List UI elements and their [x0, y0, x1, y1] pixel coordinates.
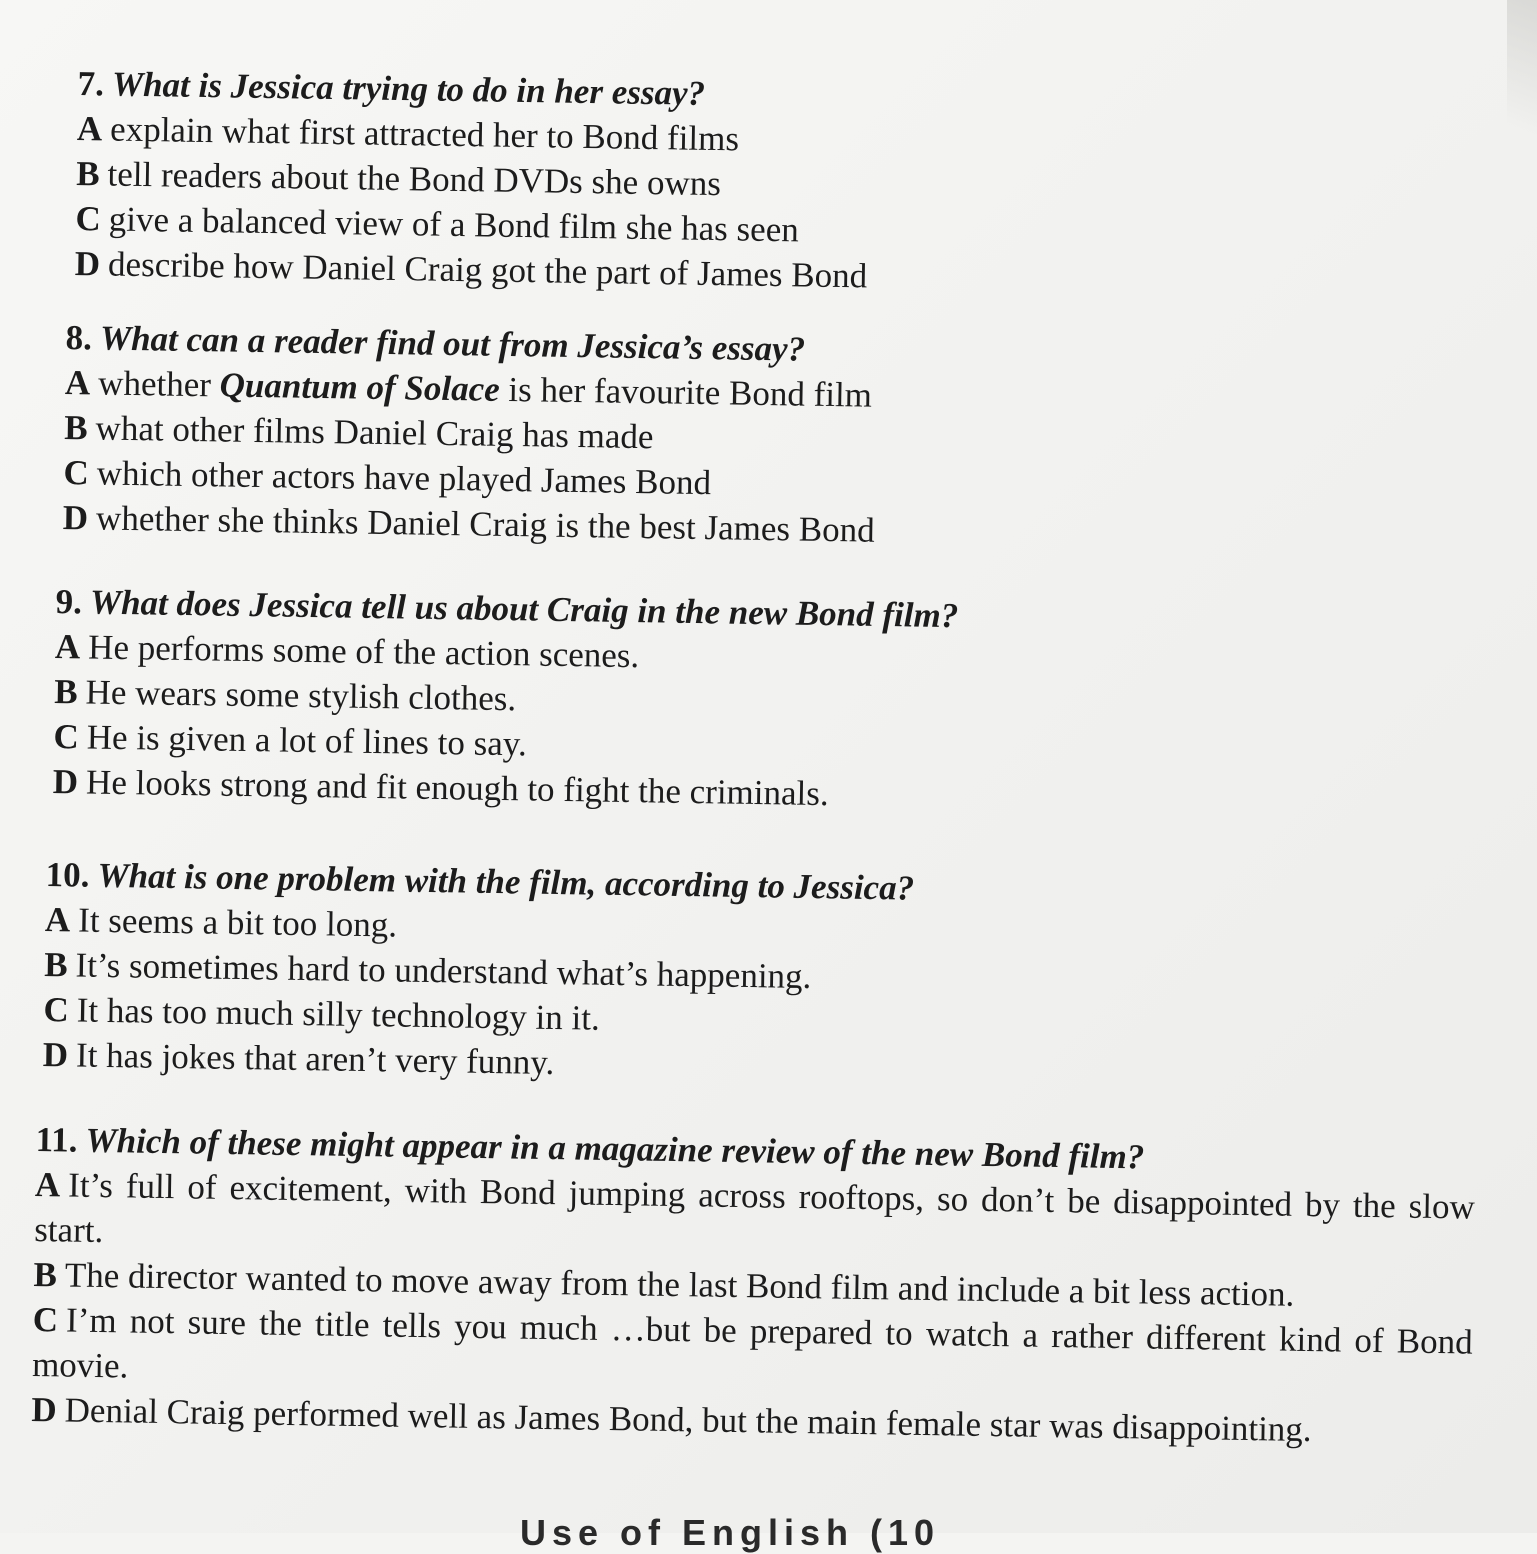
option-letter: C [53, 716, 80, 757]
option-letter: D [31, 1389, 58, 1430]
option-text: give a balanced view of a Bond film she has seen [108, 199, 800, 250]
question-9 [52, 580, 1535, 827]
option-letter: A [64, 362, 91, 403]
option-letter: D [74, 243, 101, 284]
option-text: It seems a bit too long. [77, 900, 398, 945]
question-number: 11. [35, 1119, 78, 1160]
option-text: He looks strong and fit enough to fight the criminals. [85, 762, 829, 814]
option-text: Denial Craig performed well as James Bond, but the main female star was disappointing. [64, 1390, 1312, 1450]
option-text: I’m not sure the title tells you much …but be prepared to watch a rather different kind of Bond movie. [31, 1300, 1473, 1386]
option-text: It has jokes that aren’t very funny. [75, 1035, 555, 1083]
option-letter: D [62, 497, 89, 538]
question-text: What is Jessica trying to do in her essay? [111, 64, 706, 113]
option-letter: C [43, 989, 70, 1030]
question-number: 8. [65, 317, 93, 358]
option-text: explain what first attracted her to Bond films [109, 109, 740, 159]
option-letter: D [52, 761, 79, 802]
option-text: describe how Daniel Craig got the part of James Bond [107, 244, 868, 296]
option-letter: B [43, 944, 68, 985]
option-text-after: is her favourite Bond film [508, 369, 873, 415]
option-letter: D [42, 1034, 69, 1075]
option-letter: B [53, 671, 78, 712]
option-text: He wears some stylish clothes. [85, 672, 517, 719]
option-text: It’s sometimes hard to understand what’s happening. [75, 945, 812, 997]
question-8 [62, 316, 1537, 563]
option-letter: C [32, 1299, 59, 1340]
option-letter: C [63, 452, 90, 493]
option-letter: B [33, 1254, 58, 1295]
option-text: It’s full of excitement, with Bond jumping across rooftops, so don’t be disappointed by the slow start. [33, 1165, 1476, 1251]
option-text: whether she thinks Daniel Craig is the best James Bond [95, 498, 875, 550]
question-text: Which of these might appear in a magazine review of the new Bond film? [85, 1120, 1145, 1177]
option-letter: B [75, 153, 100, 194]
option-letter: A [76, 108, 103, 149]
option-text: He performs some of the action scenes. [87, 627, 640, 676]
option-text: He is given a lot of lines to say. [86, 717, 528, 764]
option-text: The director wanted to move away from the last Bond film and include a bit less action. [64, 1255, 1295, 1314]
option-letter: A [54, 626, 81, 667]
option-letter: A [44, 899, 71, 940]
question-text: What does Jessica tell us about Craig in the new Bond film? [89, 582, 959, 636]
question-7 [74, 62, 1537, 309]
option-text: what other films Daniel Craig has made [95, 408, 654, 457]
option-text: tell readers about the Bond DVDs she owns [107, 154, 722, 204]
option-letter: A [34, 1164, 61, 1205]
question-11 [31, 1118, 1476, 1455]
question-number: 10. [45, 854, 90, 895]
option-letter: C [75, 198, 102, 239]
question-number: 9. [55, 581, 83, 622]
question-number: 7. [77, 63, 105, 104]
option-text: It has too much silly technology in it. [76, 990, 601, 1038]
option-letter: B [63, 407, 88, 448]
question-text: What is one problem with the film, according to Jessica? [97, 855, 915, 908]
film-title: Quantum of Solace [219, 365, 501, 409]
question-10 [42, 853, 1525, 1100]
option-text: which other actors have played James Bond [96, 453, 712, 503]
section-heading-cut-off: Use of English (10 [520, 1512, 941, 1553]
option-text-before: whether [97, 363, 212, 405]
question-text: What can a reader find out from Jessica’s essay? [99, 318, 806, 369]
